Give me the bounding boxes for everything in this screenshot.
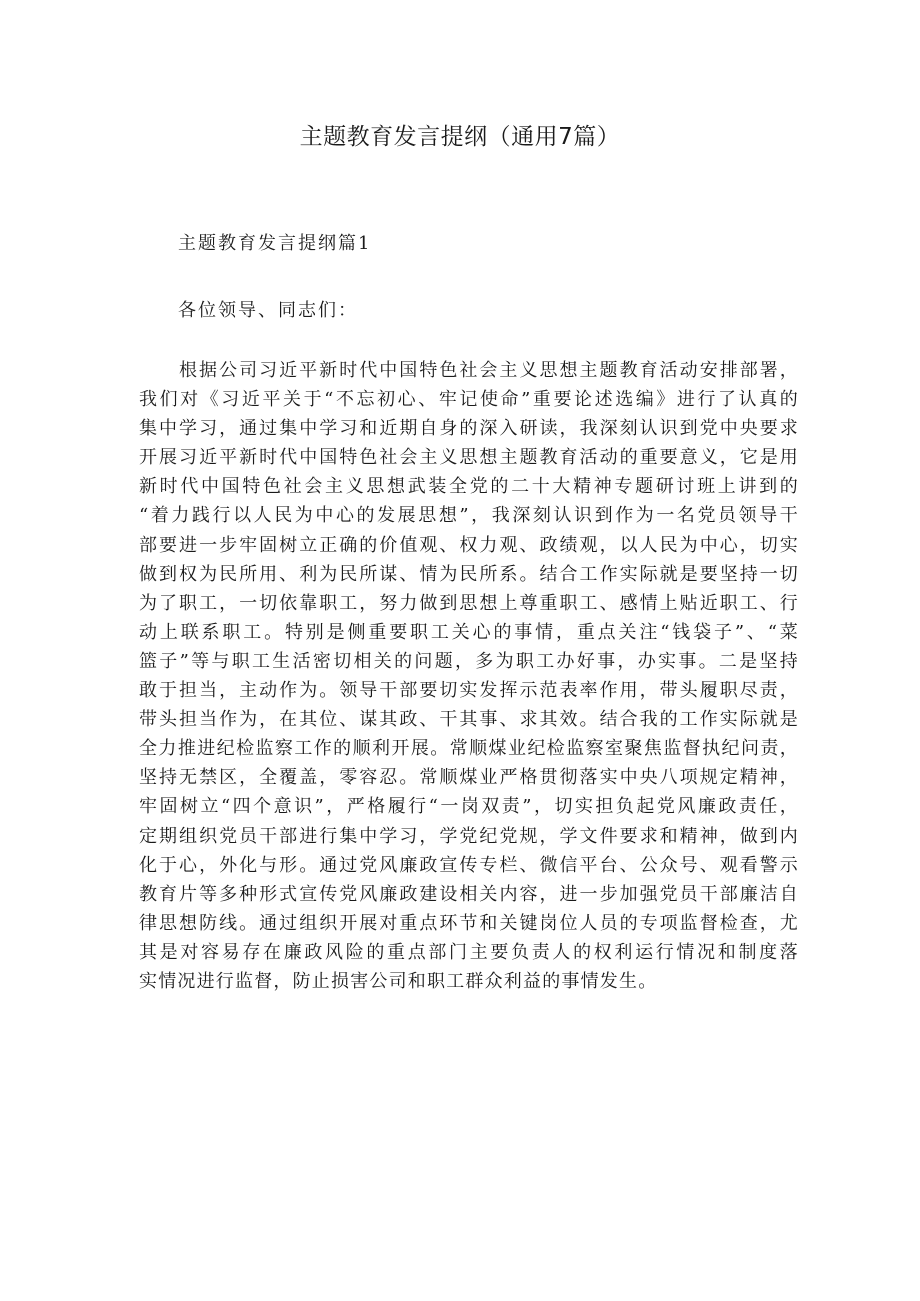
paragraph-line: 做到权为民所用、利为民所谋、情为民所系。结合工作实际就是要坚持一切 — [139, 563, 799, 585]
paragraph-line: 坚持无禁区，全覆盖，零容忍。常顺煤业严格贯彻落实中央八项规定精神， — [139, 767, 799, 789]
paragraph-line: 为了职工，一切依靠职工，努力做到思想上尊重职工、感情上贴近职工、行 — [139, 592, 799, 614]
paragraph-line: 篮子”等与职工生活密切相关的问题，多为职工办好事，办实事。二是坚持 — [139, 650, 799, 672]
paragraph-line: 敢于担当，主动作为。领导干部要切实发挥示范表率作用，带头履职尽责， — [139, 680, 799, 702]
paragraph-line: 开展习近平新时代中国特色社会主义思想主题教育活动的重要意义，它是用 — [139, 447, 799, 469]
salutation: 各位领导、同志们： — [178, 300, 358, 321]
body-paragraph — [139, 356, 799, 996]
paragraph-line: 其是对容易存在廉政风险的重点部门主要负责人的权利运行情况和制度落 — [139, 941, 799, 963]
paragraph-line: 集中学习，通过集中学习和近期自身的深入研读，我深刻认识到党中央要求 — [139, 418, 799, 440]
paragraph-line: 实情况进行监督，防止损害公司和职工群众利益的事情发生。 — [139, 970, 658, 992]
paragraph-line: 化于心，外化与形。通过党风廉政宣传专栏、微信平台、公众号、观看警示 — [139, 854, 799, 876]
paragraph-line: “着力践行以人民为中心的发展思想”，我深刻认识到作为一名党员领导干 — [139, 505, 799, 527]
paragraph-line: 根据公司习近平新时代中国特色社会主义思想主题教育活动安排部署， — [179, 360, 799, 381]
section-heading: 主题教育发言提纲篇1 — [178, 233, 372, 254]
paragraph-line: 动上联系职工。特别是侧重要职工关心的事情，重点关注“钱袋子”、“菜 — [139, 621, 799, 643]
paragraph-line: 牢固树立“四个意识”，严格履行“一岗双责”，切实担负起党风廉政责任， — [139, 796, 799, 818]
paragraph-line: 全力推进纪检监察工作的顺利开展。常顺煤业纪检监察室聚焦监督执纪问责， — [139, 738, 799, 760]
paragraph-line: 我们对《习近平关于“不忘初心、牢记使命”重要论述选编》进行了认真的 — [139, 389, 799, 411]
paragraph-line: 定期组织党员干部进行集中学习，学党纪党规，学文件要求和精神，做到内 — [139, 825, 799, 847]
paragraph-line: 部要进一步牢固树立正确的价值观、权力观、政绩观，以人民为中心，切实 — [139, 534, 799, 556]
paragraph-line: 新时代中国特色社会主义思想武装全党的二十大精神专题研讨班上讲到的 — [139, 476, 799, 498]
paragraph-line: 教育片等多种形式宣传党风廉政建设相关内容，进一步加强党员干部廉洁自 — [139, 883, 799, 905]
paragraph-line: 律思想防线。通过组织开展对重点环节和关键岗位人员的专项监督检查，尤 — [139, 912, 799, 934]
document-title: 主题教育发言提纲（通用7篇） — [299, 124, 621, 150]
paragraph-line: 带头担当作为，在其位、谋其政、干其事、求其效。结合我的工作实际就是 — [139, 709, 799, 731]
